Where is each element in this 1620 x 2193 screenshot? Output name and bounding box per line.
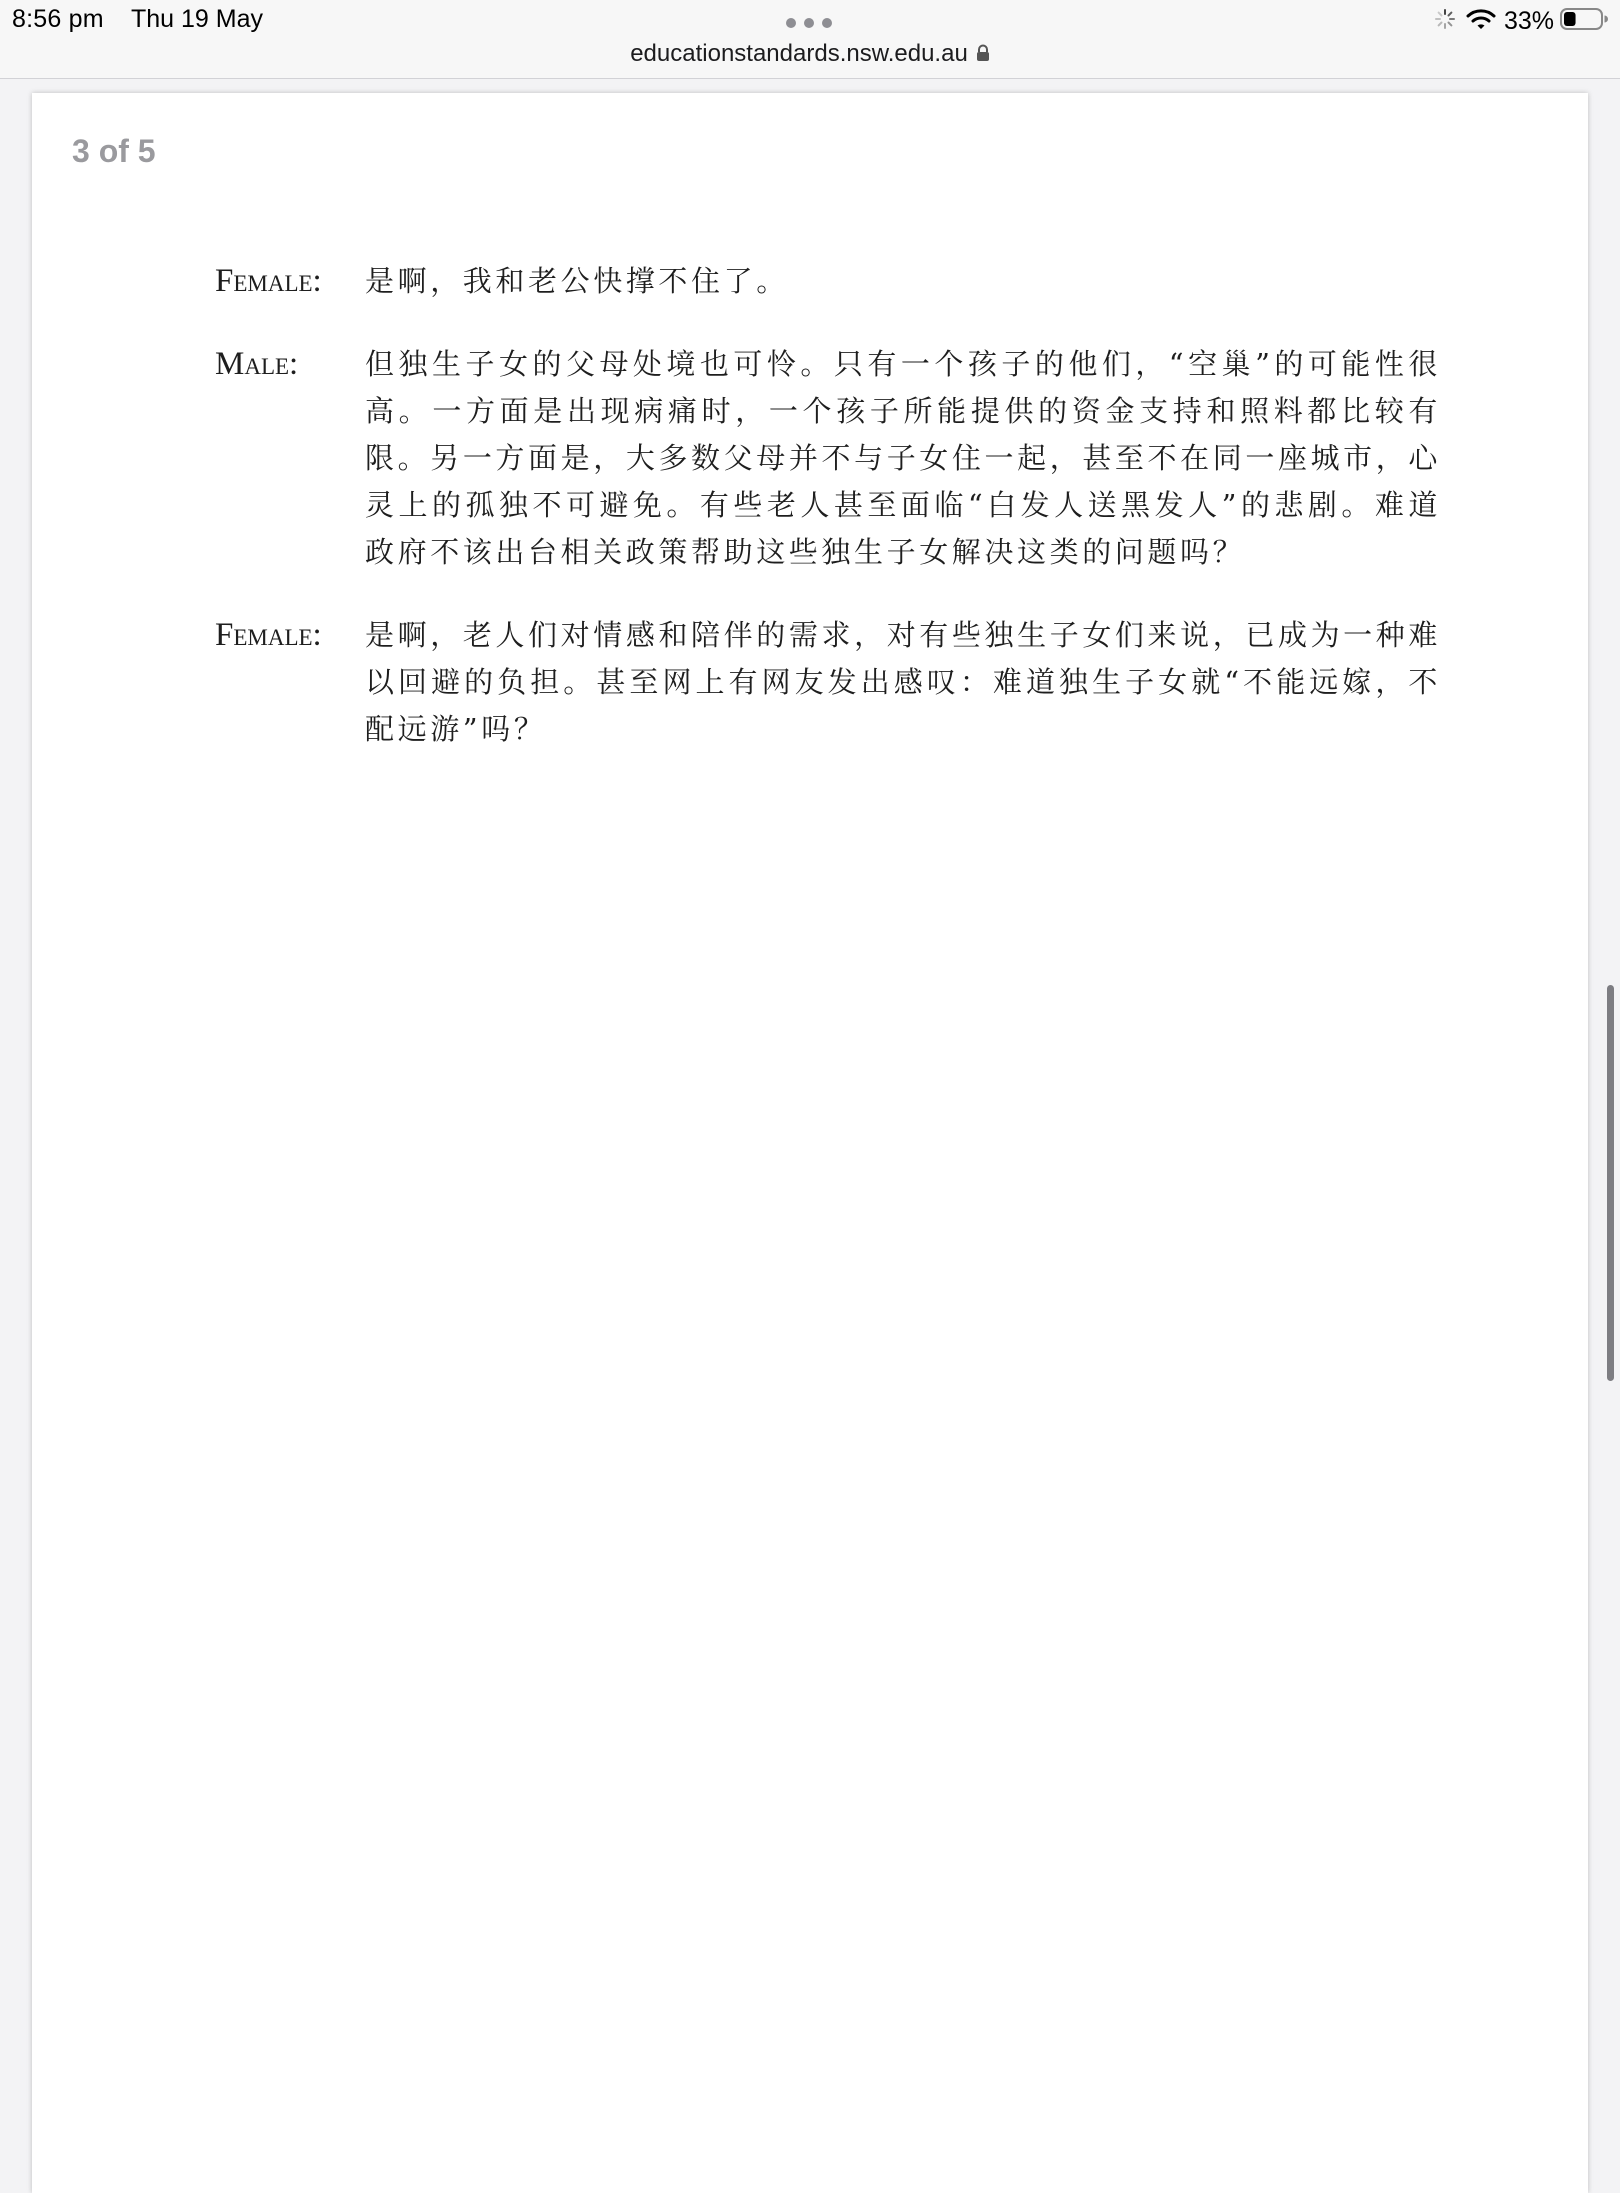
more-dots-icon[interactable] bbox=[786, 16, 832, 30]
activity-spinner-icon bbox=[1434, 8, 1456, 35]
url-text[interactable]: educationstandards.nsw.edu.au bbox=[630, 40, 968, 67]
status-indicators bbox=[1434, 4, 1608, 38]
address-bar[interactable] bbox=[0, 40, 1620, 69]
dialog-text: 是啊，我和老公快撑不住了。 bbox=[365, 264, 789, 298]
battery-icon bbox=[1560, 7, 1608, 36]
dialog-text: 但独生子女的父母处境也可怜。只有一个孩子的他们，“空巢”的可能性很高。一方面是出现病痛时，一个孩子所能提供的资金支持和照料都比较有限。另一方面是，大多数父母并不与子女住一起，甚至不在同一座城市，心灵上的孤独不可避免。有些老人甚至面临“白发人送黑发人”的悲剧。难道政府不该出台相关政策帮助这些独生子女解决这类的问题吗？ bbox=[365, 347, 1441, 569]
wifi-icon bbox=[1466, 8, 1496, 35]
pdf-viewer[interactable] bbox=[0, 79, 1620, 2160]
speaker-label: Female: bbox=[215, 617, 322, 653]
page-indicator: 3 of 5 bbox=[72, 133, 156, 169]
dialog-row bbox=[215, 612, 1441, 753]
pdf-page bbox=[32, 93, 1588, 2193]
dialog-row bbox=[215, 258, 1441, 305]
dialog-row bbox=[215, 341, 1441, 576]
speaker-label: Male: bbox=[215, 346, 299, 382]
transcript bbox=[215, 258, 1441, 789]
status-time: 8:56 pm bbox=[12, 5, 104, 33]
status-date: Thu 19 May bbox=[131, 5, 264, 33]
battery-percentage: 33% bbox=[1503, 6, 1554, 35]
browser-top-bar bbox=[0, 0, 1620, 79]
speaker-label: Female: bbox=[215, 263, 322, 299]
dialog-text: 是啊，老人们对情感和陪伴的需求，对有些独生子女们来说，已成为一种难以回避的负担。甚至网上有网友发出感叹：难道独生子女就“不能远嫁，不配远游”吗？ bbox=[365, 618, 1441, 746]
lock-icon bbox=[976, 41, 990, 69]
vertical-scrollbar[interactable] bbox=[1607, 985, 1614, 1381]
